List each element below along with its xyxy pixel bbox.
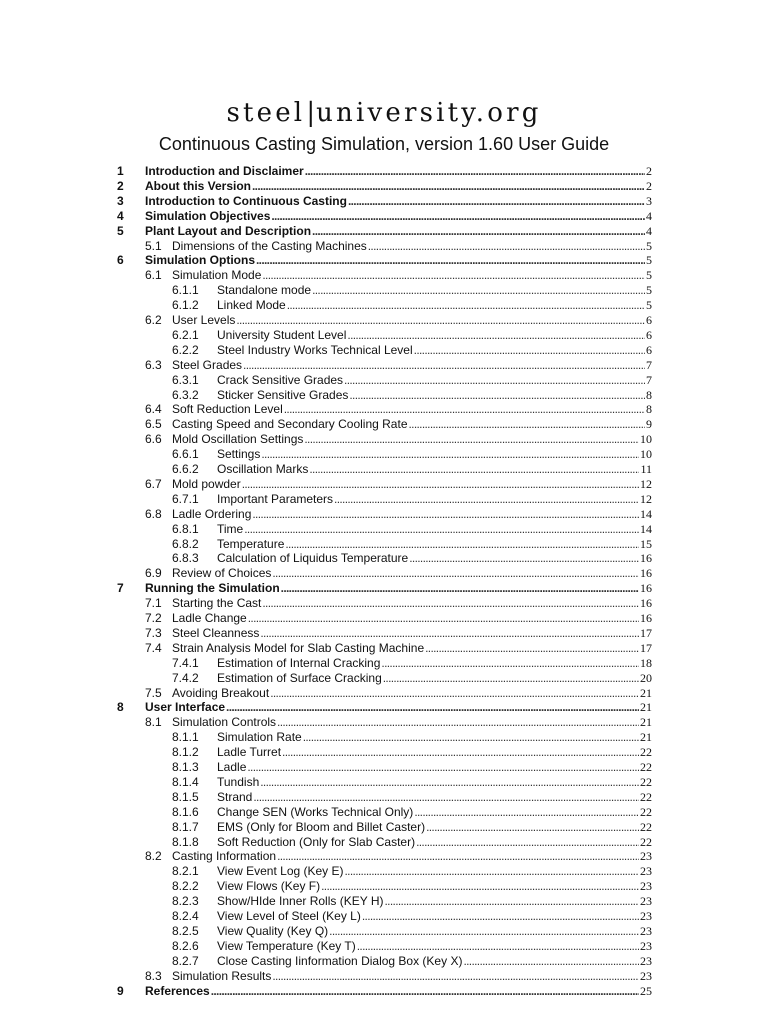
toc-entry-page: 16	[640, 551, 652, 566]
toc-entry-number: 7.4	[145, 640, 162, 655]
toc-entry-number: 6.2.2	[172, 342, 199, 357]
toc-dot-leader	[345, 864, 639, 879]
toc-entry-page: 5	[646, 298, 652, 313]
toc-entry[interactable]	[145, 402, 652, 417]
toc-entry[interactable]	[145, 686, 652, 701]
toc-entry-number: 1	[117, 164, 124, 178]
toc-entry-title: Mold Oscillation Settings	[172, 432, 304, 447]
toc-entry[interactable]	[172, 879, 652, 894]
toc-dot-leader	[362, 909, 639, 924]
toc-entry[interactable]	[0, 209, 652, 224]
toc-entry[interactable]	[0, 984, 652, 999]
toc-entry-page: 25	[640, 983, 652, 998]
toc-entry-number: 8.1.7	[172, 819, 199, 834]
toc-dot-leader	[349, 388, 645, 403]
toc-entry[interactable]	[145, 641, 652, 656]
toc-entry-title: View Temperature (Key T)	[217, 938, 356, 953]
toc-entry-page: 23	[640, 938, 652, 953]
toc-dot-leader	[272, 566, 639, 581]
toc-entry-page: 6	[646, 313, 652, 327]
toc-entry-page: 5	[646, 253, 652, 268]
toc-entry-title: Introduction to Continuous Casting	[145, 193, 347, 208]
toc-entry-page: 14	[640, 506, 652, 521]
toc-entry[interactable]	[172, 730, 652, 745]
toc-entry-title: Ladle Turret	[217, 745, 282, 760]
toc-entry[interactable]	[172, 656, 652, 671]
toc-entry-number: 7.5	[145, 685, 162, 700]
toc-entry-page: 7	[646, 357, 652, 372]
toc-entry[interactable]	[145, 417, 652, 432]
toc-entry[interactable]	[145, 507, 652, 522]
toc-entry-page: 23	[640, 879, 652, 894]
toc-entry-title: Introduction and Disclaimer	[145, 164, 304, 178]
toc-entry-page: 17	[640, 640, 652, 655]
toc-entry[interactable]	[172, 775, 652, 790]
toc-dot-leader	[329, 924, 639, 939]
toc-entry-number: 8.1.2	[172, 745, 199, 760]
toc-entry-number: 6.4	[145, 402, 162, 417]
toc-entry-title: Close Casting Iinformation Dialog Box (Key X)	[217, 953, 463, 968]
toc-entry-number: 4	[117, 208, 124, 223]
toc-entry-number: 8	[117, 700, 124, 715]
toc-entry-page: 21	[640, 700, 652, 715]
toc-entry[interactable]	[172, 939, 652, 954]
toc-entry[interactable]	[172, 447, 652, 462]
toc-dot-leader	[368, 239, 645, 254]
toc-entry-page: 12	[640, 491, 652, 506]
toc-dot-leader	[348, 194, 645, 209]
toc-entry-title: About this Version	[145, 178, 252, 193]
toc-entry-number: 6.2	[145, 313, 162, 327]
toc-entry-page: 21	[640, 730, 652, 745]
toc-dot-leader	[347, 328, 645, 343]
toc-entry-page: 22	[640, 745, 652, 760]
toc-entry-page: 6	[646, 327, 652, 342]
toc-dot-leader	[425, 641, 639, 656]
toc-entry-page: 4	[646, 223, 652, 238]
brand-bar: |	[306, 98, 316, 128]
toc-entry-title: Standalone mode	[217, 283, 312, 298]
toc-entry[interactable]	[172, 388, 652, 403]
toc-entry-title: Soft Reduction (Only for Slab Caster)	[217, 834, 416, 849]
toc-entry-page: 12	[640, 476, 652, 491]
toc-entry-title: Important Parameters	[217, 491, 334, 506]
toc-entry[interactable]	[145, 715, 652, 730]
toc-entry-title: EMS (Only for Bloom and Billet Caster)	[217, 819, 426, 834]
toc-entry[interactable]	[172, 954, 652, 969]
toc-dot-leader	[271, 209, 645, 224]
toc-entry-number: 6.7	[145, 476, 162, 491]
toc-dot-leader	[253, 790, 639, 805]
toc-entry-title: Strand	[217, 789, 253, 804]
toc-dot-leader	[252, 179, 645, 194]
toc-entry-number: 6	[117, 253, 124, 268]
toc-entry-number: 6.1	[145, 268, 162, 283]
toc-dot-leader	[409, 417, 646, 432]
toc-entry-number: 6.8.2	[172, 536, 199, 551]
toc-entry-page: 22	[640, 789, 652, 804]
toc-entry[interactable]	[172, 894, 652, 909]
toc-entry-page: 16	[640, 566, 652, 581]
toc-entry-number: 6.5	[145, 417, 162, 432]
toc-dot-leader	[260, 775, 639, 790]
toc-dot-leader	[252, 507, 639, 522]
toc-entry[interactable]	[172, 462, 652, 477]
toc-entry-title: Tundish	[217, 774, 260, 789]
toc-dot-leader	[305, 164, 645, 179]
toc-entry[interactable]	[0, 224, 652, 239]
toc-entry-title: Review of Choices	[172, 566, 272, 581]
toc-entry-page: 8	[646, 402, 652, 417]
toc-entry[interactable]	[0, 700, 652, 715]
toc-entry-title: Simulation Controls	[172, 715, 277, 730]
toc-dot-leader	[357, 939, 639, 954]
toc-entry-page: 2	[646, 178, 652, 193]
toc-dot-leader	[385, 894, 639, 909]
toc-entry-number: 7.2	[145, 611, 162, 625]
toc-entry-title: Starting the Cast	[172, 596, 262, 611]
toc-entry-page: 16	[640, 596, 652, 611]
toc-entry-number: 7.1	[145, 596, 162, 611]
toc-entry-title: Sticker Sensitive Grades	[217, 387, 349, 402]
toc-entry-number: 2	[117, 178, 124, 193]
toc-entry[interactable]	[0, 581, 652, 596]
toc-entry-title: View Event Log (Key E)	[217, 864, 344, 879]
toc-entry-page: 22	[640, 760, 652, 774]
toc-dot-leader	[304, 432, 639, 447]
toc-entry-title: Simulation Rate	[217, 730, 302, 745]
toc-entry-number: 8.1.1	[172, 730, 199, 745]
toc-entry[interactable]	[172, 537, 652, 552]
toc-entry[interactable]	[145, 239, 652, 254]
toc-dot-leader	[312, 283, 645, 298]
toc-entry-page: 2	[646, 164, 652, 178]
toc-entry-title: Settings	[217, 447, 261, 462]
toc-entry[interactable]	[172, 790, 652, 805]
toc-entry-title: Simulation Mode	[172, 268, 262, 283]
toc-dot-leader	[226, 700, 639, 715]
toc-dot-leader	[277, 715, 639, 730]
toc-entry-page: 23	[640, 864, 652, 879]
toc-entry-number: 8.2.3	[172, 894, 199, 909]
toc-entry-page: 18	[640, 655, 652, 670]
toc-entry-page: 5	[646, 238, 652, 253]
toc-entry-number: 7	[117, 581, 124, 596]
toc-entry-number: 6.6.2	[172, 462, 199, 476]
toc-dot-leader	[270, 686, 639, 701]
toc-entry-title: Steel Grades	[172, 357, 243, 372]
toc-entry-number: 6.2.1	[172, 327, 199, 342]
toc-dot-leader	[344, 373, 645, 388]
toc-dot-leader	[256, 253, 645, 268]
toc-dot-leader	[409, 551, 639, 566]
toc-entry-number: 9	[117, 983, 124, 998]
toc-entry-number: 8.2.1	[172, 864, 199, 879]
toc-dot-leader	[285, 537, 639, 552]
brand-right: university.org	[316, 98, 542, 128]
toc-entry[interactable]	[172, 805, 652, 820]
toc-entry-page: 3	[646, 193, 652, 208]
toc-entry[interactable]	[172, 864, 652, 879]
toc-entry-page: 23	[640, 968, 652, 983]
toc-entry-title: Steel Industry Works Technical Level	[217, 342, 413, 357]
toc-entry[interactable]	[145, 969, 652, 984]
toc-dot-leader	[272, 969, 639, 984]
toc-entry[interactable]	[172, 343, 652, 358]
toc-entry-title: View Level of Steel (Key L)	[217, 909, 361, 923]
toc-entry-title: Show/HIde Inner Rolls (KEY H)	[217, 894, 384, 909]
toc-entry-page: 22	[640, 819, 652, 834]
toc-dot-leader	[284, 402, 645, 417]
toc-entry-title: Time	[217, 521, 244, 536]
toc-entry-page: 23	[640, 953, 652, 968]
toc-entry-title: Steel Cleanness	[172, 625, 260, 640]
toc-entry-page: 16	[640, 611, 652, 625]
toc-dot-leader	[281, 581, 639, 596]
toc-entry-page: 22	[640, 804, 652, 819]
toc-entry-title: University Student Level	[217, 327, 347, 342]
toc-entry-number: 6.1.1	[172, 283, 199, 298]
toc-dot-leader	[277, 849, 639, 864]
toc-entry[interactable]	[172, 745, 652, 760]
toc-entry[interactable]	[145, 611, 652, 626]
toc-dot-leader	[381, 656, 639, 671]
toc-entry-title: View Flows (Key F)	[217, 879, 321, 894]
toc-entry-page: 23	[640, 894, 652, 909]
toc-entry-page: 20	[640, 670, 652, 685]
toc-dot-leader	[247, 760, 639, 775]
toc-entry-title: References	[145, 983, 210, 998]
toc-entry-title: Crack Sensitive Grades	[217, 372, 344, 387]
toc-entry[interactable]	[0, 253, 652, 268]
toc-entry-page: 9	[646, 417, 652, 432]
toc-entry[interactable]	[172, 522, 652, 537]
toc-entry[interactable]	[172, 820, 652, 835]
toc-entry-title: Casting Information	[172, 849, 277, 864]
toc-dot-leader	[321, 879, 639, 894]
toc-entry[interactable]	[172, 298, 652, 313]
toc-dot-leader	[309, 462, 639, 477]
toc-entry-number: 7.4.2	[172, 670, 199, 685]
toc-entry-number: 8.1.8	[172, 834, 199, 849]
toc-entry-title: Linked Mode	[217, 298, 286, 313]
toc-entry-title: Estimation of Internal Cracking	[217, 655, 381, 670]
toc-entry-page: 16	[640, 581, 652, 596]
toc-entry-number: 6.9	[145, 566, 162, 581]
toc-entry-page: 15	[640, 536, 652, 551]
toc-entry-title: Ladle	[217, 760, 247, 774]
toc-entry-number: 8.1.5	[172, 789, 199, 804]
toc-entry-number: 6.8	[145, 506, 162, 521]
toc-dot-leader	[260, 626, 639, 641]
toc-entry-title: Plant Layout and Description	[145, 223, 312, 238]
toc-entry-title: Ladle Ordering	[172, 506, 252, 521]
toc-entry[interactable]	[172, 835, 652, 850]
brand-left: steel	[226, 98, 306, 128]
toc-entry-number: 5	[117, 223, 124, 238]
brand-logo	[0, 97, 768, 129]
toc-entry-title: Oscillation Marks	[217, 462, 309, 476]
toc-entry-title: User Interface	[145, 700, 226, 715]
toc-dot-leader	[416, 835, 639, 850]
toc-entry[interactable]	[145, 596, 652, 611]
toc-entry[interactable]	[172, 551, 652, 566]
toc-dot-leader	[303, 730, 639, 745]
toc-entry-number: 8.1.6	[172, 804, 199, 819]
toc-entry-title: Soft Reduction Level	[172, 402, 283, 417]
toc-entry-page: 22	[640, 834, 652, 849]
toc-entry-title: Mold powder	[172, 476, 241, 491]
toc-entry-number: 6.6	[145, 432, 162, 447]
toc-entry-number: 7.4.1	[172, 655, 199, 670]
toc-entry-page: 11	[640, 462, 652, 476]
toc-entry[interactable]	[172, 492, 652, 507]
toc-entry-number: 6.3	[145, 357, 162, 372]
toc-entry-page: 4	[646, 208, 652, 223]
toc-entry-number: 6.8.1	[172, 521, 199, 536]
toc-entry[interactable]	[172, 283, 652, 298]
toc-entry-page: 8	[646, 387, 652, 402]
toc-entry-number: 8.1	[145, 715, 162, 730]
toc-dot-leader	[236, 313, 645, 328]
toc-dot-leader	[211, 984, 639, 999]
toc-entry[interactable]	[145, 477, 652, 492]
toc-entry-number: 7.3	[145, 625, 162, 640]
toc-entry-title: Strain Analysis Model for Slab Casting Machine	[172, 640, 425, 655]
toc-entry-number: 8.3	[145, 968, 162, 983]
toc-entry-number: 6.6.1	[172, 447, 199, 462]
toc-entry-title: Simulation Options	[145, 253, 255, 268]
toc-entry-number: 6.7.1	[172, 491, 199, 506]
toc-entry-number: 6.1.2	[172, 298, 199, 313]
toc-entry[interactable]	[172, 760, 652, 775]
toc-dot-leader	[282, 745, 639, 760]
toc-dot-leader	[334, 492, 639, 507]
toc-entry-page: 10	[640, 447, 652, 462]
toc-dot-leader	[262, 268, 645, 283]
toc-entry[interactable]	[172, 909, 652, 924]
toc-entry[interactable]	[0, 194, 652, 209]
toc-entry-title: Dimensions of the Casting Machines	[172, 238, 367, 253]
toc-dot-leader	[248, 611, 639, 626]
toc-entry-number: 8.2.2	[172, 879, 199, 894]
toc-entry-title: Estimation of Surface Cracking	[217, 670, 382, 685]
toc-entry-number: 6.3.1	[172, 372, 199, 387]
toc-entry-number: 6.3.2	[172, 387, 199, 402]
toc-entry[interactable]	[145, 626, 652, 641]
toc-entry[interactable]	[0, 164, 652, 179]
toc-dot-leader	[287, 298, 645, 313]
toc-entry-page: 21	[640, 685, 652, 700]
toc-entry[interactable]	[145, 432, 652, 447]
toc-dot-leader	[242, 477, 639, 492]
toc-dot-leader	[463, 954, 639, 969]
toc-entry[interactable]	[172, 373, 652, 388]
toc-dot-leader	[414, 805, 639, 820]
toc-entry-page: 17	[640, 625, 652, 640]
toc-entry[interactable]	[145, 268, 652, 283]
toc-entry[interactable]	[172, 671, 652, 686]
toc-entry-page: 23	[640, 923, 652, 938]
toc-entry-title: Simulation Objectives	[145, 208, 271, 223]
toc-dot-leader	[243, 358, 645, 373]
toc-dot-leader	[312, 224, 645, 239]
toc-entry-page: 23	[640, 849, 652, 864]
toc-entry-title: Temperature	[217, 536, 285, 551]
toc-entry[interactable]	[145, 849, 652, 864]
toc-entry-number: 8.2.6	[172, 938, 199, 953]
toc-dot-leader	[261, 447, 639, 462]
toc-entry-page: 10	[640, 432, 652, 447]
toc-entry-number: 8.2.7	[172, 953, 199, 968]
toc-dot-leader	[426, 820, 639, 835]
toc-entry-page: 7	[646, 372, 652, 387]
toc-dot-leader	[262, 596, 639, 611]
toc-entry-number: 8.2.4	[172, 909, 199, 923]
toc-entry-page: 5	[646, 283, 652, 298]
toc-entry-title: View Quality (Key Q)	[217, 923, 329, 938]
toc-entry-number: 5.1	[145, 238, 162, 253]
toc-entry-title: User Levels	[172, 313, 236, 327]
document-title: Continuous Casting Simulation, version 1.60 User Guide	[158, 134, 610, 154]
toc-entry[interactable]	[172, 924, 652, 939]
toc-entry-page: 14	[640, 521, 652, 536]
toc-entry[interactable]	[145, 313, 652, 328]
toc-entry[interactable]	[145, 358, 652, 373]
toc-entry-page: 22	[640, 774, 652, 789]
toc-entry[interactable]	[0, 179, 652, 194]
toc-entry-page: 23	[640, 909, 652, 923]
toc-entry-title: Ladle Change	[172, 611, 247, 625]
toc-entry-title: Calculation of Liquidus Temperature	[217, 551, 409, 566]
toc-entry-number: 8.2.5	[172, 923, 199, 938]
toc-entry[interactable]	[145, 566, 652, 581]
toc-entry-title: Running the Simulation	[145, 581, 280, 596]
toc-entry-page: 5	[646, 268, 652, 283]
toc-entry[interactable]	[172, 328, 652, 343]
toc-entry-page: 6	[646, 342, 652, 357]
toc-entry-number: 3	[117, 193, 124, 208]
toc-entry-title: Simulation Results	[172, 968, 272, 983]
toc-dot-leader	[383, 671, 639, 686]
toc-entry-title: Change SEN (Works Technical Only)	[217, 804, 414, 819]
toc-entry-number: 8.1.4	[172, 774, 199, 789]
toc-entry-number: 6.8.3	[172, 551, 199, 566]
toc-entry-title: Casting Speed and Secondary Cooling Rate	[172, 417, 408, 432]
toc-dot-leader	[244, 522, 639, 537]
toc-entry-title: Avoiding Breakout	[172, 685, 270, 700]
toc-dot-leader	[414, 343, 645, 358]
toc-entry-number: 8.1.3	[172, 760, 199, 774]
toc-entry-page: 21	[640, 715, 652, 730]
toc-entry-number: 8.2	[145, 849, 162, 864]
